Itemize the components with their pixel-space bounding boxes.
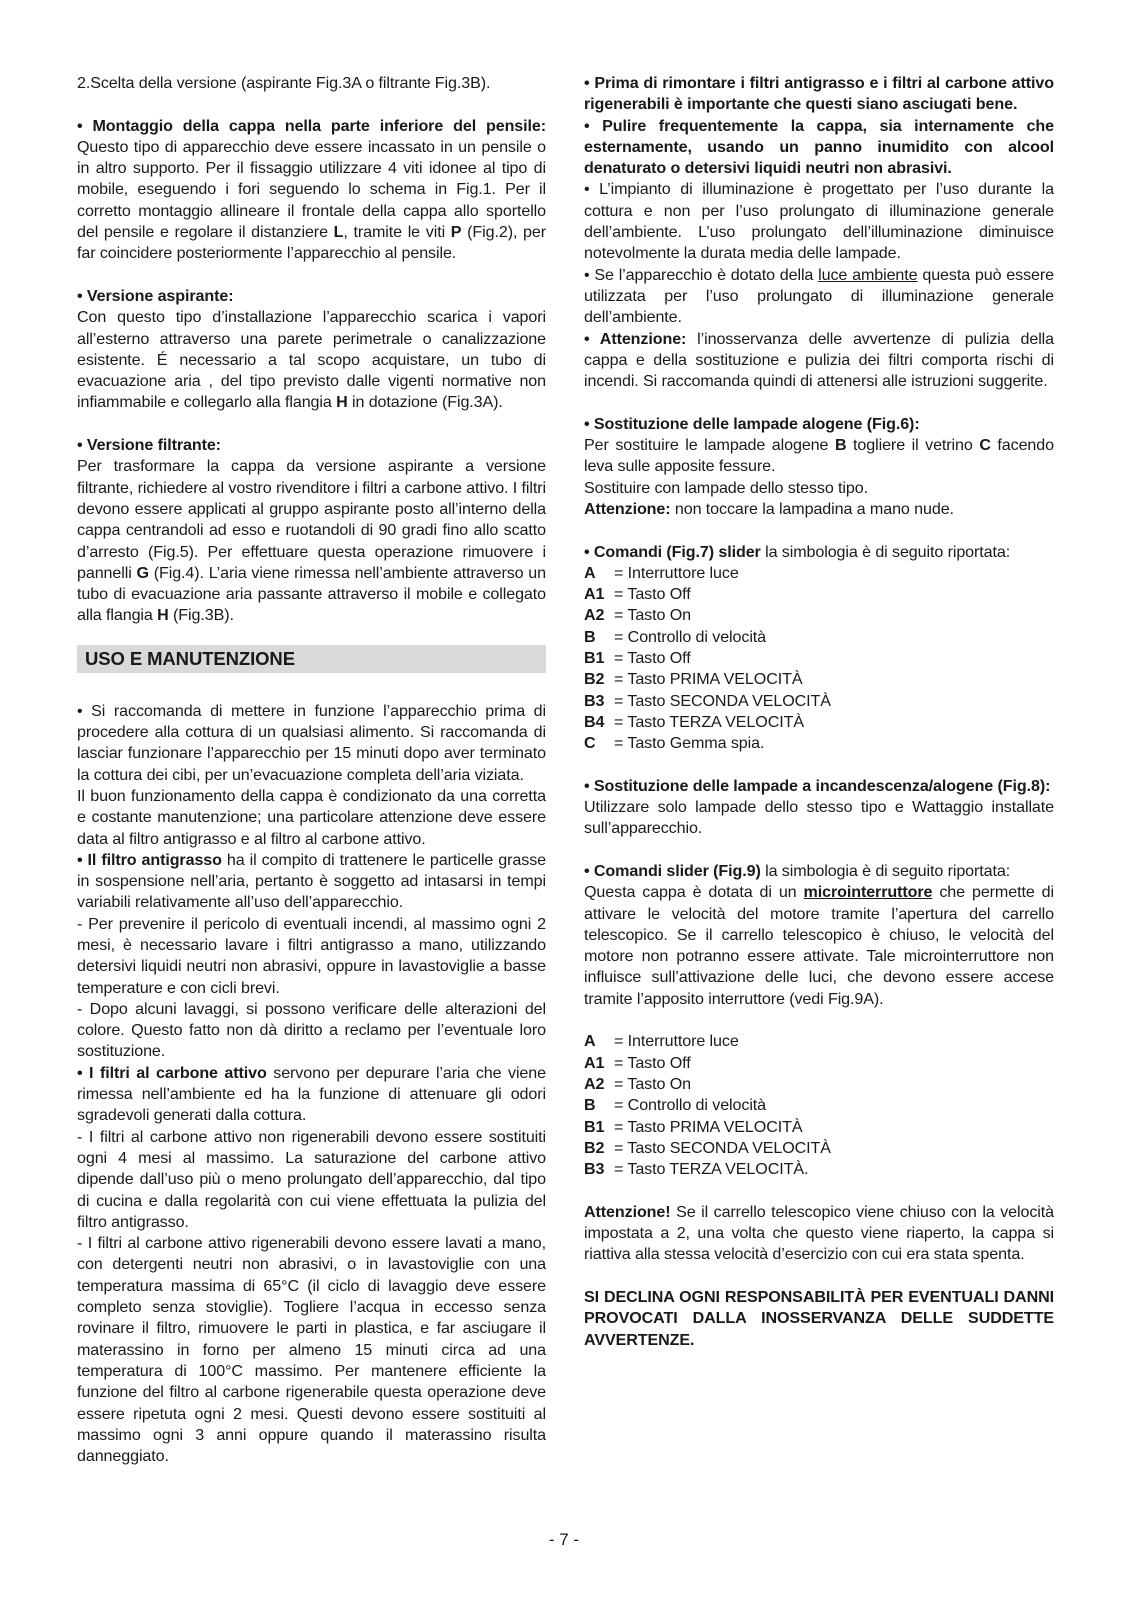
version-intro: 2.Scelta della versione (aspirante Fig.3A o filtrante Fig.3B). <box>77 74 491 92</box>
list-item: A2 = Tasto On <box>584 1074 691 1093</box>
incand-heading: • Sostituzione delle lampade a incandescenza/alogene (Fig.8): <box>584 776 1051 795</box>
list-item: A = Interruttore luce <box>584 563 739 582</box>
uso-paragraph-4: - Per prevenire il pericolo di eventuali incendi, al massimo ogni 2 mesi, è necessario lavare i filtri antigrasso a mano, utilizzando detersivi liquidi neutri non abrasivi, oppure in lavastoviglie a basse temperature e con cicli brevi. <box>77 914 546 997</box>
list-item: B1 = Tasto Off <box>584 649 691 668</box>
list-item: A1 = Tasto Off <box>584 585 691 604</box>
comandi9-list <box>584 1031 1054 1180</box>
alogene-same-type: Sostituire con lampade dello stesso tipo. <box>584 478 868 497</box>
comandi9-heading: • Comandi slider (Fig.9) la simbologia è di seguito riportata: <box>584 861 1011 880</box>
list-item: A1 = Tasto Off <box>584 1053 691 1072</box>
list-item: B2 = Tasto SECONDA VELOCITÀ <box>584 1138 831 1157</box>
montaggio-paragraph: • Montaggio della cappa nella parte inferiore del pensile: Questo tipo di apparecchio deve essere incassato in un pensile o in altro supporto. Per il fissaggio utilizzare 4 viti idonee al tipo di mobile, eseguendo i fori seguendo lo schema in Fig.1. Per il corretto montaggio allineare il frontale della cappa allo sportello del pensile e regolare il distanziere L, tramite le viti P (Fig.2), per far coincidere posteriormente l’apparecchio al pensile. <box>77 116 547 263</box>
section-title: USO E MANUTENZIONE <box>77 645 546 673</box>
list-item: A = Interruttore luce <box>584 1032 739 1051</box>
filtrante-heading: • Versione filtrante: <box>77 436 221 455</box>
comandi7-heading: • Comandi (Fig.7) slider la simbologia è di seguito riportata: <box>584 542 1011 561</box>
ambient-light-paragraph: • Se l’apparecchio è dotato della luce ambiente questa può essere utilizzata per l’uso prolungato di illuminazione generale dell’ambiente. <box>584 265 1055 327</box>
antigrasso-paragraph: • Il filtro antigrasso ha il compito di trattenere le particelle grasse in sospensione nell’aria, pertanto è soggetto ad intasarsi in tempi variabili relativamente all’uso dell’apparecchio. <box>77 850 546 912</box>
list-item: B4 = Tasto TERZA VELOCITÀ <box>584 712 804 731</box>
list-item: B3 = Tasto TERZA VELOCITÀ. <box>584 1160 809 1179</box>
uso-paragraph-8: - I filtri al carbone attivo rigenerabili devono essere lavati a mano, con detergenti neutri non abrasivi, o in lavastoviglie con una temperatura massima di 65°C (il ciclo di lavaggio deve essere completo senza stoviglie). Togliere l’acqua in eccesso senza rovinare il filtro, rimuovere le parti in plastica, e far asciugare il materassino in forno per almeno 15 minuti circa ad una temperatura di 100°C massimo. Per mantenere efficiente la funzione del filtro al carbone rigenerabile questa operazione deve essere ripetuta ogni 2 mesi. Questi devono essere sostituiti al massimo ogni 3 anni oppure quando il materassino risulta danneggiato. <box>77 1234 546 1466</box>
uso-paragraph-1: • Si raccomanda di mettere in funzione l’apparecchio prima di procedere alla cottura di un qualsiasi alimento. Si raccomanda di lasciar funzionare l’apparecchio per 15 minuti dopo aver terminato la cottura dei cibi, per un’evacuazione completa dell’aria viziata. <box>77 701 546 784</box>
speed-attention-paragraph: Attenzione! Se il carrello telescopico viene chiuso con la velocità impostata a 2, una volta che questo viene riaperto, la cappa si riattiva alla stessa velocità d’esercizio con cui era stata spenta. <box>584 1202 1054 1264</box>
alogene-attention: Attenzione: non toccare la lampadina a mano nude. <box>584 499 954 518</box>
warning-cleaning: • Pulire frequentemente la cappa, sia internamente che esternamente, usando un panno inumidito con alcool denaturato o detersivi liquidi neutri non abrasivi. <box>584 116 1054 178</box>
page-number: - 7 - <box>548 1530 580 1549</box>
alogene-heading: • Sostituzione delle lampade alogene (Fig.6): <box>584 414 920 433</box>
filtrante-paragraph: Per trasformare la cappa da versione aspirante a versione filtrante, richiedere al vostro rivenditore i filtri a carbone attivo. I filtri devono essere applicati al gruppo aspirante posto all’interno della cappa centrandoli ad esso e ruotandoli di 90 gradi fino allo scatto d’arresto (Fig.5). Per effettuare questa operazione rimuovere i pannelli G (Fig.4). L’aria viene rimessa nell’ambiente attraverso un tubo di evacuazione aria passante attraverso il mobile e collegato alla flangia H (Fig.3B). <box>77 457 547 625</box>
lighting-paragraph: • L’impianto di illuminazione è progettato per l’uso durante la cottura e non per l’uso prolungato di illuminazione generale dell’ambiente. L’uso prolungato dell’illuminazione diminuisce notevolmente la durata media delle lampade. <box>584 180 1054 263</box>
list-item: B = Controllo di velocità <box>584 1096 767 1115</box>
list-item: B = Controllo di velocità <box>584 627 767 646</box>
uso-paragraph-7: - I filtri al carbone attivo non rigenerabili devono essere sostituiti ogni 4 mesi al massimo. La saturazione del carbone attivo dipende dall’uso più o meno prolungato dell’apparecchio, dal tipo di cucina e dalla regolarità con cui viene effettuata la pulizia del filtro antigrasso. <box>77 1127 546 1231</box>
alogene-paragraph: Per sostituire le lampade alogene B togliere il vetrino C facendo leva sulle apposite fessure. <box>584 436 1054 476</box>
disclaimer: SI DECLINA OGNI RESPONSABILITÀ PER EVENTUALI DANNI PROVOCATI DALLA INOSSERVANZA DELLE SUDDETTE AVVERTENZE. <box>584 1287 1054 1349</box>
incand-paragraph: Utilizzare solo lampade dello stesso tipo e Wattaggio installate sull’apparecchio. <box>584 798 1054 838</box>
uso-paragraph-5: - Dopo alcuni lavaggi, si possono verificare delle alterazioni del colore. Questo fatto non dà diritto a reclamo per l’eventuale loro sostituzione. <box>77 999 546 1061</box>
list-item: B1 = Tasto PRIMA VELOCITÀ <box>584 1117 803 1136</box>
uso-paragraph-2: Il buon funzionamento della cappa è condizionato da una corretta e costante manutenzione; una particolare attenzione deve essere data al filtro antigrasso e al filtro al carbone attivo. <box>77 786 546 848</box>
right-column <box>584 73 1054 1351</box>
comandi7-list <box>584 563 1054 755</box>
attention-paragraph: • Attenzione: l’inosservanza delle avvertenze di pulizia della cappa e della sostituzione e pulizia dei filtri comporta rischi di incendi. Si raccomanda quindi di attenersi alle istruzioni suggerite. <box>584 329 1054 391</box>
aspirante-heading: • Versione aspirante: <box>77 286 234 305</box>
aspirante-paragraph: Con questo tipo d’installazione l’apparecchio scarica i vapori all’esterno attraverso una parete perimetrale o canalizzazione esistente. É necessario a tal scopo acquistare, un tubo di evacuazione aria , del tipo previsto dalle vigenti normative non infiammabile e collegarlo alla flangia H in dotazione (Fig.3A). <box>77 308 546 412</box>
left-column <box>77 73 546 1467</box>
list-item: C = Tasto Gemma spia. <box>584 734 765 753</box>
list-item: B3 = Tasto SECONDA VELOCITÀ <box>584 691 831 710</box>
list-item: B2 = Tasto PRIMA VELOCITÀ <box>584 670 803 689</box>
list-item: A2 = Tasto On <box>584 606 691 625</box>
warning-filters: • Prima di rimontare i filtri antigrasso e i filtri al carbone attivo rigenerabili è importante che questi siano asciugati bene. <box>584 74 1054 114</box>
comandi9-paragraph: Questa cappa è dotata di un microinterruttore che permette di attivare le velocità del motore tramite l’apertura del carrello telescopico. Se il carrello telescopico è chiuso, le velocità del motore non potranno essere attivate. Tale microinterruttore non influisce sull’attivazione delle luci, che devono essere accese tramite l’apposito interruttore (vedi Fig.9A). <box>584 883 1054 1008</box>
carbone-paragraph: • I filtri al carbone attivo servono per depurare l’aria che viene rimessa nell’ambiente ed ha la funzione di attenuare gli odori sgradevoli generati dalla cottura. <box>77 1063 546 1125</box>
montaggio-heading: • Montaggio della cappa nella parte inferiore del pensile: <box>77 116 546 135</box>
